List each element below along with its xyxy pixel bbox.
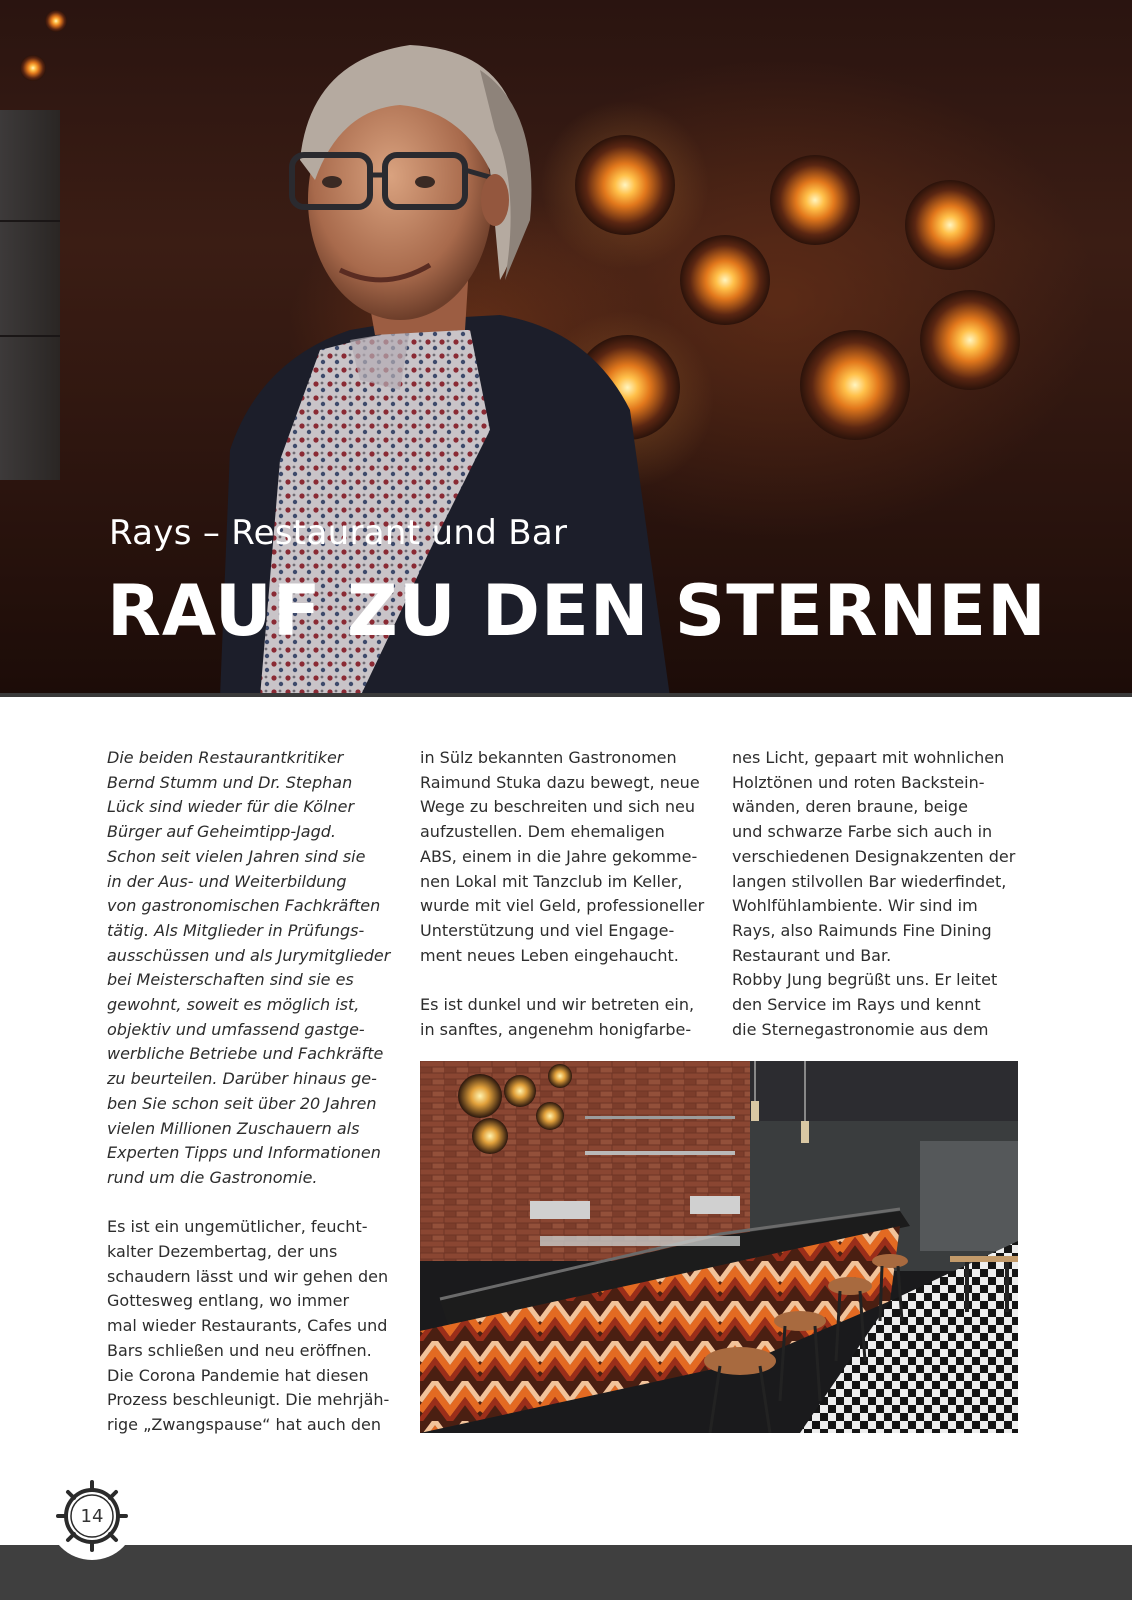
text-line: Bürger auf Geheimtipp-Jagd. bbox=[107, 822, 337, 842]
text-line: Die Corona Pandemie hat diesen bbox=[107, 1365, 369, 1385]
text-line: Gottesweg entlang, wo immer bbox=[107, 1291, 350, 1311]
text-line: in sanftes, angenehm honigfarbe- bbox=[420, 1019, 692, 1039]
text-line: ben Sie schon seit über 20 Jahren bbox=[107, 1093, 377, 1113]
ceiling-light bbox=[20, 55, 46, 81]
body-paragraph bbox=[420, 993, 710, 1042]
wall-lamp bbox=[905, 180, 995, 270]
text-line: mal wieder Restaurants, Cafes und bbox=[107, 1316, 388, 1336]
text-column-1 bbox=[107, 746, 392, 1438]
article-title: RAUF ZU DEN STERNEN bbox=[107, 570, 1047, 652]
text-line: gewohnt, soweit es möglich ist, bbox=[107, 995, 360, 1015]
text-line: in der Aus- und Weiterbildung bbox=[107, 871, 347, 891]
body-paragraph bbox=[732, 746, 1022, 1042]
page-number-badge bbox=[48, 1472, 136, 1560]
text-line: Bernd Stumm und Dr. Stephan bbox=[107, 772, 353, 792]
text-line: tätig. Als Mitglieder in Prüfungs- bbox=[107, 920, 365, 940]
text-line: den Service im Rays und kennt bbox=[732, 995, 981, 1015]
text-line: Rays, also Raimunds Fine Dining bbox=[732, 920, 992, 940]
text-line: objektiv und umfassend gastge- bbox=[107, 1019, 365, 1039]
text-line: und schwarze Farbe sich auch in bbox=[732, 822, 993, 842]
text-line: werbliche Betriebe und Fachkräfte bbox=[107, 1044, 384, 1064]
text-line: die Sternegastronomie aus dem bbox=[732, 1019, 989, 1039]
article-subtitle: Rays – Restaurant und Bar bbox=[109, 513, 568, 553]
text-line: rige „Zwangspause“ hat auch den bbox=[107, 1414, 381, 1434]
text-line: bei Meisterschaften sind sie es bbox=[107, 970, 354, 990]
text-line: ausschüssen und als Jurymitglieder bbox=[107, 945, 391, 965]
wall-lamp bbox=[770, 155, 860, 245]
ceiling-light bbox=[45, 10, 67, 32]
wall-panel bbox=[0, 110, 60, 480]
text-line: Restaurant und Bar. bbox=[732, 945, 892, 965]
intro-paragraph bbox=[107, 746, 392, 1191]
text-line: Bars schließen und neu eröffnen. bbox=[107, 1340, 372, 1360]
text-line: Wege zu beschreiten und sich neu bbox=[420, 797, 696, 817]
body-paragraph bbox=[420, 746, 710, 968]
text-line: zu beurteilen. Darüber hinaus ge- bbox=[107, 1069, 377, 1089]
text-line: wänden, deren braune, beige bbox=[732, 797, 968, 817]
text-line: ABS, einem in die Jahre gekomme- bbox=[420, 846, 698, 866]
text-line: aufzustellen. Dem ehemaligen bbox=[420, 822, 665, 842]
text-line: ment neues Leben eingehaucht. bbox=[420, 945, 679, 965]
text-line: Holztönen und roten Backstein- bbox=[732, 772, 985, 792]
wall-lamp bbox=[920, 290, 1020, 390]
text-line: Experten Tipps und Informationen bbox=[107, 1143, 381, 1163]
wall-lamp bbox=[800, 330, 910, 440]
text-column-3 bbox=[732, 746, 1022, 1042]
hero-photo bbox=[0, 0, 1132, 697]
text-line: Robby Jung begrüßt uns. Er leitet bbox=[732, 970, 998, 990]
bar-interior-photo bbox=[420, 1061, 1018, 1433]
text-line: Lück sind wieder für die Kölner bbox=[107, 797, 355, 817]
text-line: Die beiden Restaurantkritiker bbox=[107, 748, 344, 767]
text-column-2 bbox=[420, 746, 710, 1042]
text-line: langen stilvollen Bar wiederfindet, bbox=[732, 871, 1007, 891]
text-line: Wohlfühlambiente. Wir sind im bbox=[732, 896, 978, 916]
text-line: vielen Millionen Zuschauern als bbox=[107, 1118, 360, 1138]
text-line: Unterstützung und viel Engage- bbox=[420, 920, 675, 940]
footer-bar bbox=[0, 1545, 1132, 1600]
wall-lamp bbox=[680, 235, 770, 325]
body-paragraph bbox=[107, 1215, 392, 1437]
text-line: nen Lokal mit Tanzclub im Keller, bbox=[420, 871, 683, 891]
text-line: in Sülz bekannten Gastronomen bbox=[420, 748, 677, 767]
page-number: 14 bbox=[80, 1506, 104, 1527]
text-line: schaudern lässt und wir gehen den bbox=[107, 1266, 389, 1286]
text-line: nes Licht, gepaart mit wohnlichen bbox=[732, 748, 1005, 767]
text-line: Raimund Stuka dazu bewegt, neue bbox=[420, 772, 700, 792]
hero-divider bbox=[0, 693, 1132, 697]
text-line: Es ist ein ungemütlicher, feucht- bbox=[107, 1217, 368, 1237]
text-line: kalter Dezembertag, der uns bbox=[107, 1242, 338, 1262]
text-line: rund um die Gastronomie. bbox=[107, 1167, 318, 1187]
text-line: Prozess beschleunigt. Die mehrjäh- bbox=[107, 1390, 390, 1410]
text-line: verschiedenen Designakzenten der bbox=[732, 846, 1016, 866]
text-line: von gastronomischen Fachkräften bbox=[107, 896, 381, 916]
text-line: wurde mit viel Geld, professioneller bbox=[420, 896, 705, 916]
text-line: Es ist dunkel und wir betreten ein, bbox=[420, 995, 695, 1015]
text-line: Schon seit vielen Jahren sind sie bbox=[107, 846, 366, 866]
